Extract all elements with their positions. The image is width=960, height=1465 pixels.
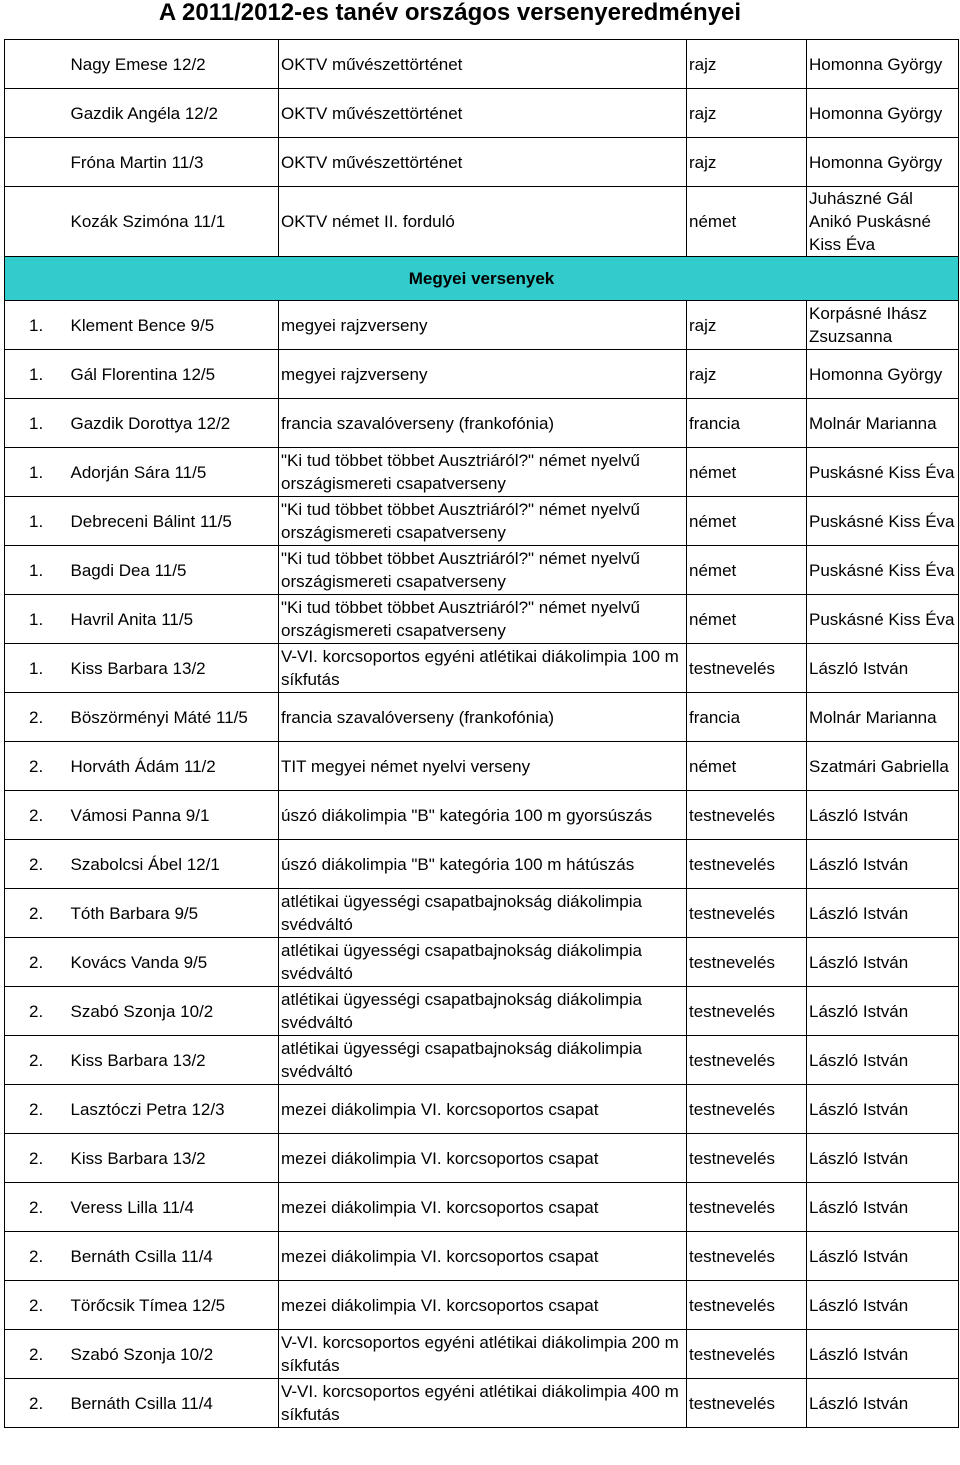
table-row (5, 89, 959, 138)
rank-cell: 2. (5, 1183, 67, 1232)
results-table-body (5, 40, 959, 1428)
subject: francia (687, 399, 807, 448)
student-name: Gazdik Dorottya 12/2 (67, 399, 279, 448)
rank-cell: 1. (5, 497, 67, 546)
student-name: Böszörményi Máté 11/5 (67, 693, 279, 742)
teacher-name: Puskásné Kiss Éva (807, 497, 959, 546)
table-row (5, 938, 959, 987)
student-name: Veress Lilla 11/4 (67, 1183, 279, 1232)
student-name: Adorján Sára 11/5 (67, 448, 279, 497)
teacher-name: Juhászné Gál Anikó Puskásné Kiss Éva (807, 187, 959, 257)
table-row (5, 840, 959, 889)
table-row (5, 350, 959, 399)
student-name: Havril Anita 11/5 (67, 595, 279, 644)
competition-name: mezei diákolimpia VI. korcsoportos csapat (279, 1085, 687, 1134)
competition-name: mezei diákolimpia VI. korcsoportos csapat (279, 1281, 687, 1330)
competition-name: "Ki tud többet többet Ausztriáról?" német nyelvű országismereti csapatverseny (279, 497, 687, 546)
table-row (5, 448, 959, 497)
subject: testnevelés (687, 938, 807, 987)
rank-cell: 1. (5, 448, 67, 497)
table-row (5, 1232, 959, 1281)
rank-cell: 2. (5, 1330, 67, 1379)
competition-name: V-VI. korcsoportos egyéni atlétikai diákolimpia 100 m síkfutás (279, 644, 687, 693)
competition-name: V-VI. korcsoportos egyéni atlétikai diákolimpia 200 m síkfutás (279, 1330, 687, 1379)
competition-name: úszó diákolimpia "B" kategória 100 m gyorsúszás (279, 791, 687, 840)
subject: rajz (687, 40, 807, 89)
subject: testnevelés (687, 987, 807, 1036)
table-row (5, 1330, 959, 1379)
rank-cell (5, 138, 67, 187)
student-name: Horváth Ádám 11/2 (67, 742, 279, 791)
section-heading: Megyei versenyek (5, 257, 959, 301)
teacher-name: Puskásné Kiss Éva (807, 595, 959, 644)
student-name: Kiss Barbara 13/2 (67, 1134, 279, 1183)
table-row (5, 693, 959, 742)
table-row (5, 1134, 959, 1183)
subject: német (687, 448, 807, 497)
competition-name: megyei rajzverseny (279, 301, 687, 350)
teacher-name: László István (807, 1232, 959, 1281)
competition-name: "Ki tud többet többet Ausztriáról?" német nyelvű országismereti csapatverseny (279, 546, 687, 595)
competition-name: atlétikai ügyességi csapatbajnokság diákolimpia svédváltó (279, 889, 687, 938)
teacher-name: Puskásné Kiss Éva (807, 546, 959, 595)
table-row (5, 399, 959, 448)
rank-cell: 1. (5, 546, 67, 595)
table-row (5, 1281, 959, 1330)
table-row (5, 987, 959, 1036)
table-row (5, 644, 959, 693)
student-name: Szabolcsi Ábel 12/1 (67, 840, 279, 889)
competition-name: OKTV művészettörténet (279, 138, 687, 187)
competition-name: francia szavalóverseny (frankofónia) (279, 693, 687, 742)
rank-cell: 2. (5, 1134, 67, 1183)
teacher-name: Homonna György (807, 40, 959, 89)
competition-name: OKTV német II. forduló (279, 187, 687, 257)
subject: testnevelés (687, 1085, 807, 1134)
teacher-name: László István (807, 791, 959, 840)
student-name: Kozák Szimóna 11/1 (67, 187, 279, 257)
student-name: Bernáth Csilla 11/4 (67, 1379, 279, 1428)
teacher-name: Korpásné Ihász Zsuzsanna (807, 301, 959, 350)
student-name: Nagy Emese 12/2 (67, 40, 279, 89)
table-row (5, 1036, 959, 1085)
student-name: Tóth Barbara 9/5 (67, 889, 279, 938)
competition-name: úszó diákolimpia "B" kategória 100 m hátúszás (279, 840, 687, 889)
student-name: Kovács Vanda 9/5 (67, 938, 279, 987)
competition-name: OKTV művészettörténet (279, 89, 687, 138)
subject: testnevelés (687, 791, 807, 840)
teacher-name: László István (807, 1379, 959, 1428)
competition-name: atlétikai ügyességi csapatbajnokság diákolimpia svédváltó (279, 987, 687, 1036)
teacher-name: Puskásné Kiss Éva (807, 448, 959, 497)
rank-cell: 2. (5, 987, 67, 1036)
teacher-name: Szatmári Gabriella (807, 742, 959, 791)
subject: testnevelés (687, 1232, 807, 1281)
teacher-name: Homonna György (807, 89, 959, 138)
subject: testnevelés (687, 1281, 807, 1330)
student-name: Klement Bence 9/5 (67, 301, 279, 350)
subject: rajz (687, 89, 807, 138)
student-name: Gál Florentina 12/5 (67, 350, 279, 399)
subject: testnevelés (687, 1183, 807, 1232)
rank-cell (5, 187, 67, 257)
teacher-name: László István (807, 840, 959, 889)
student-name: Kiss Barbara 13/2 (67, 1036, 279, 1085)
rank-cell: 2. (5, 1085, 67, 1134)
student-name: Bagdi Dea 11/5 (67, 546, 279, 595)
table-row (5, 1183, 959, 1232)
subject: rajz (687, 138, 807, 187)
student-name: Debreceni Bálint 11/5 (67, 497, 279, 546)
competition-name: "Ki tud többet többet Ausztriáról?" német nyelvű országismereti csapatverseny (279, 448, 687, 497)
subject: rajz (687, 350, 807, 399)
teacher-name: László István (807, 1330, 959, 1379)
table-row (5, 301, 959, 350)
competition-name: V-VI. korcsoportos egyéni atlétikai diákolimpia 400 m síkfutás (279, 1379, 687, 1428)
competition-name: OKTV művészettörténet (279, 40, 687, 89)
teacher-name: László István (807, 987, 959, 1036)
subject: testnevelés (687, 1330, 807, 1379)
subject: német (687, 546, 807, 595)
teacher-name: László István (807, 1085, 959, 1134)
subject: német (687, 187, 807, 257)
rank-cell: 2. (5, 1232, 67, 1281)
rank-cell: 1. (5, 595, 67, 644)
subject: testnevelés (687, 1379, 807, 1428)
section-band (5, 257, 959, 301)
competition-name: mezei diákolimpia VI. korcsoportos csapat (279, 1183, 687, 1232)
teacher-name: László István (807, 938, 959, 987)
teacher-name: László István (807, 644, 959, 693)
student-name: Kiss Barbara 13/2 (67, 644, 279, 693)
teacher-name: Molnár Marianna (807, 399, 959, 448)
subject: német (687, 742, 807, 791)
subject: német (687, 497, 807, 546)
rank-cell: 2. (5, 1036, 67, 1085)
rank-cell: 1. (5, 644, 67, 693)
table-row (5, 546, 959, 595)
competition-name: francia szavalóverseny (frankofónia) (279, 399, 687, 448)
student-name: Bernáth Csilla 11/4 (67, 1232, 279, 1281)
rank-cell: 2. (5, 840, 67, 889)
teacher-name: László István (807, 889, 959, 938)
results-table (4, 39, 959, 1428)
page-title: A 2011/2012-es tanév országos versenyeredményei (158, 0, 742, 26)
student-name: Szabó Szonja 10/2 (67, 1330, 279, 1379)
table-row (5, 138, 959, 187)
rank-cell: 2. (5, 693, 67, 742)
student-name: Fróna Martin 11/3 (67, 138, 279, 187)
subject: testnevelés (687, 889, 807, 938)
competition-name: mezei diákolimpia VI. korcsoportos csapat (279, 1232, 687, 1281)
rank-cell: 2. (5, 938, 67, 987)
student-name: Vámosi Panna 9/1 (67, 791, 279, 840)
rank-cell: 1. (5, 399, 67, 448)
rank-cell: 2. (5, 1281, 67, 1330)
competition-name: TIT megyei német nyelvi verseny (279, 742, 687, 791)
subject: francia (687, 693, 807, 742)
rank-cell: 2. (5, 1379, 67, 1428)
rank-cell: 1. (5, 350, 67, 399)
subject: testnevelés (687, 644, 807, 693)
competition-name: atlétikai ügyességi csapatbajnokság diákolimpia svédváltó (279, 1036, 687, 1085)
table-row (5, 40, 959, 89)
teacher-name: László István (807, 1036, 959, 1085)
competition-name: atlétikai ügyességi csapatbajnokság diákolimpia svédváltó (279, 938, 687, 987)
subject: testnevelés (687, 1134, 807, 1183)
table-row (5, 595, 959, 644)
table-row (5, 742, 959, 791)
competition-name: mezei diákolimpia VI. korcsoportos csapat (279, 1134, 687, 1183)
rank-cell (5, 40, 67, 89)
student-name: Gazdik Angéla 12/2 (67, 89, 279, 138)
table-row (5, 187, 959, 257)
teacher-name: László István (807, 1134, 959, 1183)
competition-name: megyei rajzverseny (279, 350, 687, 399)
rank-cell: 2. (5, 742, 67, 791)
table-row (5, 497, 959, 546)
rank-cell (5, 89, 67, 138)
rank-cell: 2. (5, 889, 67, 938)
competition-name: "Ki tud többet többet Ausztriáról?" német nyelvű országismereti csapatverseny (279, 595, 687, 644)
teacher-name: László István (807, 1183, 959, 1232)
student-name: Szabó Szonja 10/2 (67, 987, 279, 1036)
rank-cell: 1. (5, 301, 67, 350)
subject: testnevelés (687, 1036, 807, 1085)
table-row (5, 889, 959, 938)
table-row (5, 1085, 959, 1134)
teacher-name: Homonna György (807, 350, 959, 399)
table-row (5, 1379, 959, 1428)
subject: testnevelés (687, 840, 807, 889)
table-row (5, 791, 959, 840)
student-name: Lasztóczi Petra 12/3 (67, 1085, 279, 1134)
teacher-name: Molnár Marianna (807, 693, 959, 742)
teacher-name: László István (807, 1281, 959, 1330)
subject: rajz (687, 301, 807, 350)
subject: német (687, 595, 807, 644)
teacher-name: Homonna György (807, 138, 959, 187)
rank-cell: 2. (5, 791, 67, 840)
student-name: Törőcsik Tímea 12/5 (67, 1281, 279, 1330)
